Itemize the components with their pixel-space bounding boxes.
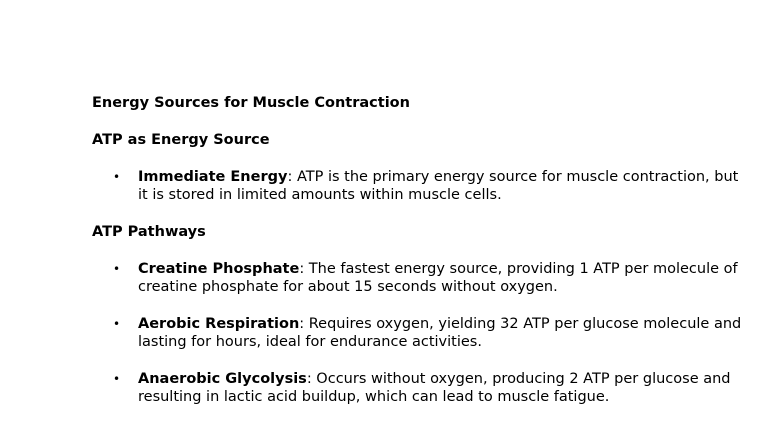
bullet-text: : The fastest energy source, providing 1 ATP per molecule of creatine phosphate for about 15 seconds without oxygen.	[138, 261, 738, 295]
list-item	[92, 315, 752, 351]
bullet-term: Aerobic Respiration	[138, 316, 300, 332]
list-item	[92, 260, 752, 296]
bullet-list-atp-energy-source	[92, 168, 752, 204]
list-item	[92, 168, 752, 204]
bullet-term: Anaerobic Glycolysis	[138, 371, 307, 387]
bullet-text: : Occurs without oxygen, producing 2 ATP per glucose and resulting in lactic acid buildup, which can lead to muscle fatigue.	[138, 371, 731, 405]
bullet-term: Creatine Phosphate	[138, 261, 300, 277]
bullet-text: : Requires oxygen, yielding 32 ATP per glucose molecule and lasting for hours, ideal for endurance activities.	[138, 316, 742, 350]
section-heading-atp-pathways: ATP Pathways	[92, 224, 206, 240]
document-body	[92, 94, 752, 425]
bullet-list-atp-pathways	[92, 260, 752, 406]
bullet-icon: •	[113, 372, 121, 386]
document-title: Energy Sources for Muscle Contraction	[92, 95, 410, 111]
section-heading-atp-energy-source: ATP as Energy Source	[92, 132, 270, 148]
bullet-icon: •	[113, 170, 121, 184]
bullet-icon: •	[113, 317, 121, 331]
list-item	[92, 370, 752, 406]
bullet-icon: •	[113, 262, 121, 276]
bullet-text: : ATP is the primary energy source for muscle contraction, but it is stored in limited amounts within muscle cells.	[138, 169, 739, 203]
bullet-term: Immediate Energy	[138, 169, 288, 185]
